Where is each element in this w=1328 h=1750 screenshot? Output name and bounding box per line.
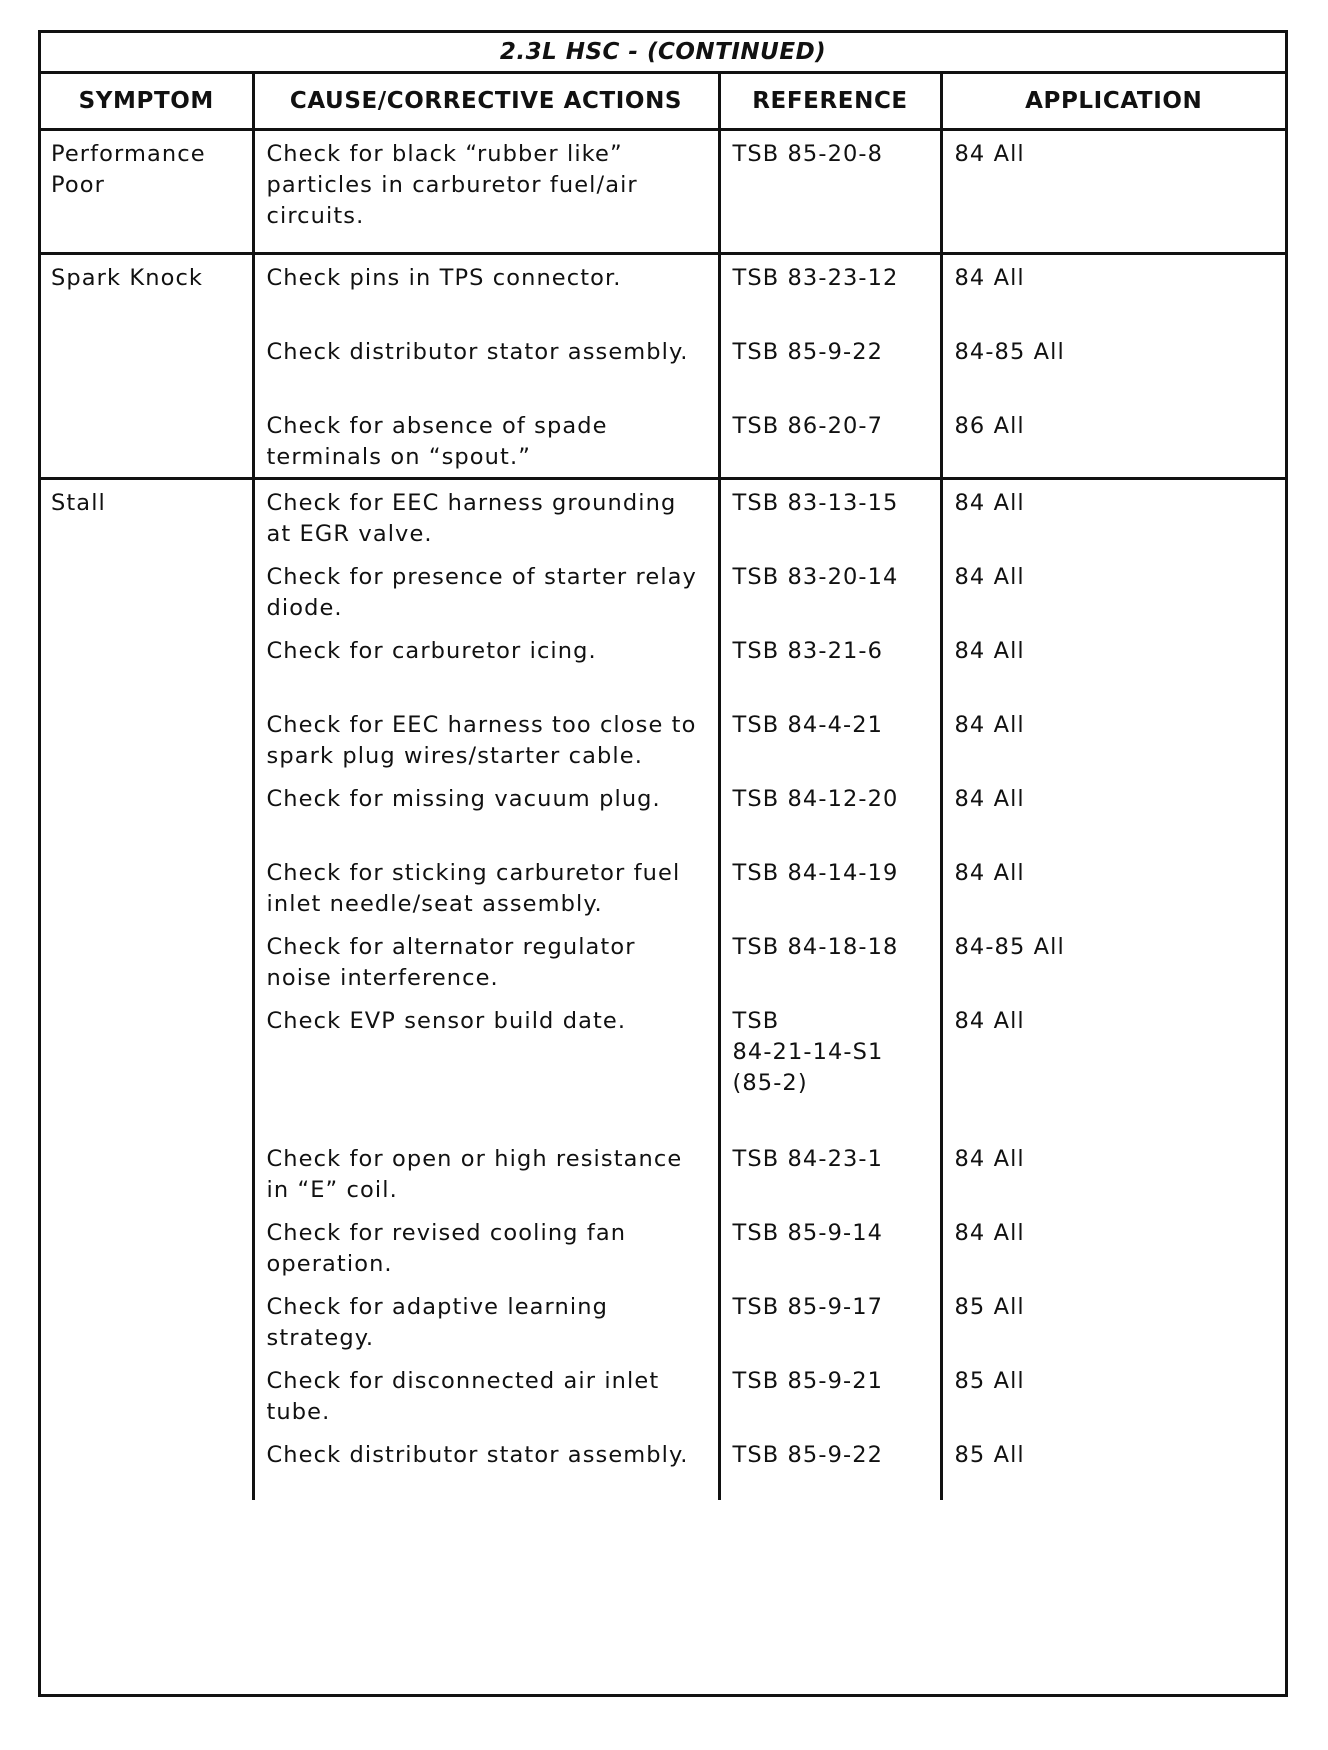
cause-cell: Check for EEC harness too close to spark plug wires/starter cable.	[253, 702, 719, 776]
reference-cell	[719, 998, 941, 1136]
cause-cell: Check for sticking carburetor fuel inlet needle/seat assembly.	[253, 850, 719, 924]
reference-cell: TSB 85-20-8	[719, 130, 941, 254]
reference-cell: TSB 83-13-15	[719, 479, 941, 555]
reference-cell: TSB 84-18-18	[719, 924, 941, 998]
application-cell: 84 All	[954, 638, 1025, 664]
application-cell: 84 All	[954, 786, 1025, 812]
header-cause: CAUSE/CORRECTIVE ACTIONS	[253, 73, 719, 130]
title-row	[41, 33, 1285, 73]
symptom-cell: Performance Poor	[41, 130, 253, 254]
header-row	[41, 73, 1285, 130]
cause-cell: Check for absence of spade terminals on “spout.”	[253, 403, 719, 479]
document-sheet	[38, 30, 1288, 1697]
header-application: APPLICATION	[941, 73, 1285, 130]
cause-cell: Check distributor stator assembly.	[253, 329, 719, 403]
cause-cell: Check for EEC harness grounding at EGR valve.	[253, 479, 719, 555]
application-cell: 86 All	[941, 403, 1285, 479]
cause-cell: Check for presence of starter relay diode.	[253, 554, 719, 628]
cause-cell: Check for revised cooling fan operation.	[253, 1210, 719, 1284]
reference-cell: TSB 85-9-22	[719, 1432, 941, 1500]
diagnosis-table	[41, 33, 1285, 1500]
header-reference: REFERENCE	[719, 73, 941, 130]
reference-line: TSB	[732, 1008, 780, 1034]
application-cell: 85 All	[954, 1368, 1025, 1394]
application-cell: 84-85 All	[954, 339, 1065, 365]
reference-cell: TSB 85-9-17	[719, 1284, 941, 1358]
cause-cell: Check for adaptive learning strategy.	[253, 1284, 719, 1358]
cause-cell: Check for missing vacuum plug.	[253, 776, 719, 850]
application-cell: 84 All	[954, 1008, 1025, 1034]
application-cell: 84 All	[954, 712, 1025, 738]
reference-line: (85-2)	[732, 1070, 808, 1096]
application-cell: 85 All	[954, 1294, 1025, 1320]
reference-cell: TSB 84-23-1	[719, 1136, 941, 1210]
application-cell: 85 All	[954, 1442, 1025, 1468]
reference-cell: TSB 84-4-21	[719, 702, 941, 776]
cause-cell: Check for alternator regulator noise interference.	[253, 924, 719, 998]
application-cell: 84 All	[954, 860, 1025, 886]
cause-cell: Check for disconnected air inlet tube.	[253, 1358, 719, 1432]
application-cell: 84-85 All	[954, 934, 1065, 960]
header-symptom: SYMPTOM	[41, 73, 253, 130]
cause-cell: Check for carburetor icing.	[253, 628, 719, 702]
reference-cell: TSB 84-12-20	[719, 776, 941, 850]
cause-cell: Check pins in TPS connector.	[253, 254, 719, 330]
application-cell: 84 All	[941, 130, 1285, 254]
reference-cell: TSB 85-9-14	[719, 1210, 941, 1284]
reference-cell: TSB 83-20-14	[719, 554, 941, 628]
symptom-cell: Stall	[41, 479, 253, 1501]
table-row	[41, 479, 1285, 555]
reference-cell: TSB 85-9-22	[719, 329, 941, 403]
application-cell: 84 All	[954, 1220, 1025, 1246]
table-title: 2.3L HSC - (CONTINUED)	[41, 33, 1285, 73]
application-cell: 84 All	[954, 564, 1025, 590]
application-cell: 84 All	[954, 1146, 1025, 1172]
reference-cell: TSB 84-14-19	[719, 850, 941, 924]
application-cell: 84 All	[954, 490, 1025, 516]
reference-line: 84-21-14-S1	[732, 1039, 884, 1065]
symptom-cell: Spark Knock	[41, 254, 253, 479]
cause-cell: Check EVP sensor build date.	[253, 998, 719, 1136]
reference-cell: TSB 83-21-6	[719, 628, 941, 702]
cause-cell: Check for open or high resistance in “E” coil.	[253, 1136, 719, 1210]
reference-cell: TSB 85-9-21	[719, 1358, 941, 1432]
table-row	[41, 130, 1285, 254]
cause-cell: Check for black “rubber like” particles in carburetor fuel/air circuits.	[253, 130, 719, 254]
reference-cell: TSB 86-20-7	[719, 403, 941, 479]
application-cell: 84 All	[954, 265, 1025, 291]
cause-cell: Check distributor stator assembly.	[253, 1432, 719, 1500]
table-row	[41, 254, 1285, 330]
reference-cell: TSB 83-23-12	[719, 254, 941, 330]
